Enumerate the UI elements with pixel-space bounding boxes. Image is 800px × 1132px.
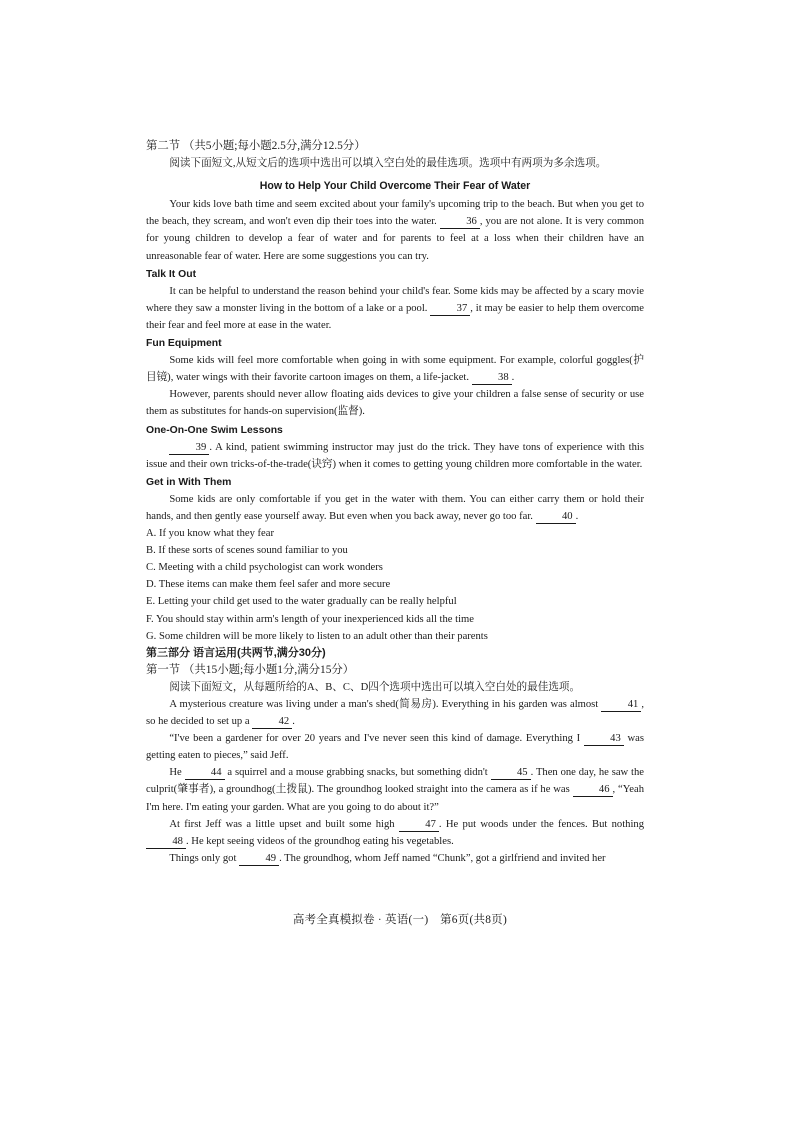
paragraph-4: However, parents should never allow floating aids devices to give your children a false sense of security or use them as substitutes for hands-on supervision(监督). — [146, 389, 644, 418]
part-three-heading: 第三部分 语言运用(共两节,满分30分) — [146, 646, 326, 659]
article-title: How to Help Your Child Overcome Their Fear of Water — [259, 180, 531, 193]
option-a: A. If you know what they fear — [146, 528, 274, 540]
blank-49: 49 — [239, 852, 279, 866]
blank-48: 48 — [146, 835, 186, 849]
part-three-section-heading: 第一节 （共15小题;每小题1分,满分15分） — [146, 663, 355, 676]
paragraph-1: Your kids love bath time and seem excited about your family's upcoming trip to the beach. But when you get to the beach, they scream, and won't even dip their toes into the water. 36 , you are not alone. It is very common for young children to develop a fear of water and for parents to feel at a loss when their children have an unreasonable fear of water. Here are some suggestions you can try. — [146, 199, 645, 262]
option-c: C. Meeting with a child psychologist can work wonders — [146, 562, 383, 574]
subheading-get-in-with-them: Get in With Them — [146, 476, 232, 488]
cloze-paragraph-1: A mysterious creature was living under a man's shed(简易房). Everything in his garden was almost 41 , so he decided to set up a 42 . — [146, 699, 645, 728]
blank-47: 47 — [399, 818, 439, 832]
cloze-paragraph-5: Things only got 49 . The groundhog, whom Jeff named “Chunk”, got a girlfriend and invited her — [169, 852, 606, 864]
option-f: F. You should stay within arm's length of your inexperienced kids all the time — [146, 613, 474, 625]
blank-43: 43 — [584, 732, 624, 746]
cloze-paragraph-2: “I've been a gardener for over 20 years and I've never seen this kind of damage. Everything I 43 was getting eaten to pieces,” said Jeff. — [146, 733, 644, 762]
option-d: D. These items can make them feel safer and more secure — [146, 579, 391, 591]
blank-37: 37 — [430, 302, 470, 316]
page-footer: 高考全真模拟卷 · 英语(一) 第6页(共8页) — [292, 914, 508, 926]
blank-36: 36 — [440, 215, 480, 229]
subheading-talk-it-out: Talk It Out — [146, 268, 197, 280]
blank-39: 39 — [169, 441, 209, 455]
blank-46: 46 — [573, 783, 613, 797]
blank-45: 45 — [491, 766, 531, 780]
part-three-instruction: 阅读下面短文，从每题所给的A、B、C、D四个选项中选出可以填入空白处的最佳选项。 — [169, 681, 581, 693]
blank-38: 38 — [472, 371, 512, 385]
section-heading: 第二节 （共5小题;每小题2.5分,满分12.5分） — [146, 140, 366, 152]
blank-40: 40 — [536, 510, 576, 524]
paragraph-6: Some kids are only comfortable if you get in the water with them. You can either carry them or hold their hands, and then gently ease yourself away. But even when you back away, never go too far. 40 . — [146, 493, 644, 522]
option-g: G. Some children will be more likely to listen to an adult other than their parents — [146, 630, 488, 642]
option-e: E. Letting your child get used to the water gradually can be really helpful — [146, 596, 457, 608]
blank-44: 44 — [185, 766, 225, 780]
section-instruction: 阅读下面短文,从短文后的选项中选出可以填入空白处的最佳选项。选项中有两项为多余选项。 — [169, 158, 607, 170]
cloze-paragraph-3: He 44 a squirrel and a mouse grabbing snacks, but something didn't 45 . Then one day, he saw the culprit(肇事者), a groundhog(土拨鼠). The groundhog looked straight into the camera as if he was 46 , “Yeah I'm here. I'm eating your garden. What are you going to do about it?” — [146, 767, 645, 813]
paragraph-2: It can be helpful to understand the reason behind your child's fear. Some kids may be affected by a scary movie where they saw a monster living in the bottom of a lake or a pool. 37 , it may be easier to help them overcome their fear and feel more at ease in the water. — [146, 285, 644, 331]
subheading-swim-lessons: One-On-One Swim Lessons — [146, 424, 283, 436]
cloze-paragraph-4: At first Jeff was a little upset and built some high 47 . He put woods under the fences. But nothing 48 . He kept seeing videos of the groundhog eating his vegetables. — [146, 816, 644, 850]
paragraph-5: 39 . A kind, patient swimming instructor may just do the trick. They have tons of experience with this issue and their own tricks-of-the-trade(诀窍) when it comes to getting young children more comfortable in the water. — [146, 441, 644, 470]
option-b: B. If these sorts of scenes sound familiar to you — [146, 545, 348, 557]
blank-41: 41 — [601, 698, 641, 712]
paragraph-3: Some kids will feel more comfortable when going in with some equipment. For example, colorful goggles(护目镜), water wings with their favorite cartoon images on them, a life-jacket. 38 . — [146, 355, 644, 384]
blank-42: 42 — [252, 715, 292, 729]
subheading-fun-equipment: Fun Equipment — [146, 338, 222, 350]
